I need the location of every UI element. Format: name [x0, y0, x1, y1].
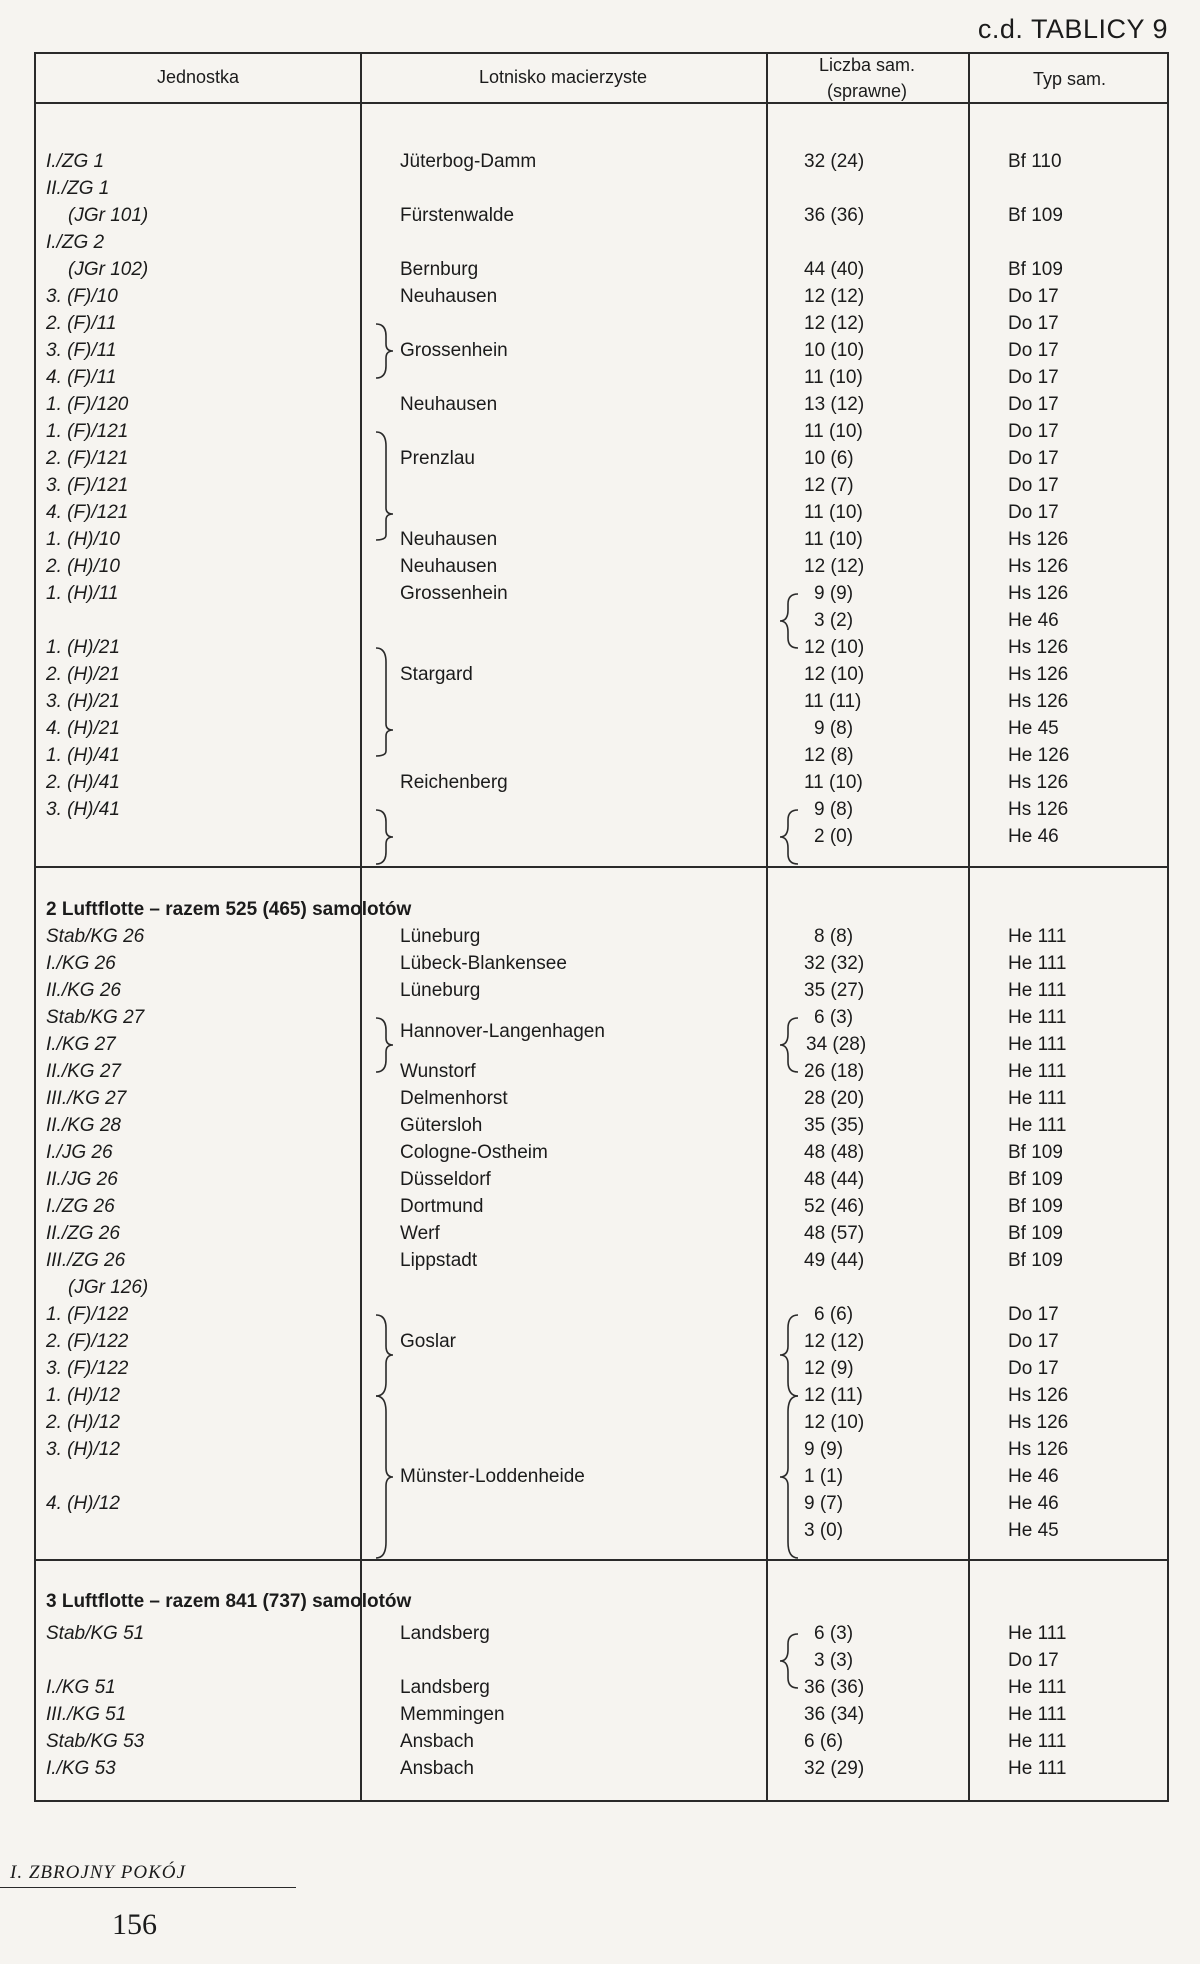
brace-left — [780, 1396, 798, 1558]
count-cell: 35 (27) — [804, 980, 865, 1001]
airfield-cell: Neuhausen — [400, 529, 498, 550]
type-cell: Bf 109 — [1008, 1250, 1063, 1271]
count-cell: 9 (8) — [814, 718, 854, 739]
airfield-cell: Münster-Loddenheide — [400, 1466, 585, 1487]
type-cell: Bf 109 — [1008, 1142, 1063, 1163]
brace-left — [780, 1018, 798, 1072]
count-cell: 32 (32) — [804, 953, 865, 974]
type-cell: He 111 — [1008, 980, 1067, 1001]
type-cell: Hs 126 — [1008, 556, 1069, 577]
airfield-cell: Grossenhein — [400, 583, 508, 604]
unit-cell: I./ZG 2 — [46, 232, 105, 253]
unit-cell: 4. (H)/21 — [46, 718, 120, 739]
type-cell: Do 17 — [1008, 340, 1059, 361]
count-cell: 12 (12) — [804, 556, 865, 577]
type-cell: Do 17 — [1008, 1358, 1059, 1379]
unit-cell: 3. (H)/41 — [46, 799, 120, 820]
count-cell: 35 (35) — [804, 1115, 865, 1136]
airfield-cell: Prenzlau — [400, 448, 475, 469]
airfield-cell: Ansbach — [400, 1758, 474, 1779]
header-type: Typ sam. — [1032, 69, 1107, 89]
type-cell: Do 17 — [1008, 448, 1059, 469]
type-cell: Hs 126 — [1008, 799, 1069, 820]
count-cell: 10 (6) — [804, 448, 854, 469]
count-cell: 12 (10) — [804, 1412, 865, 1433]
brace-right — [376, 810, 393, 864]
airfield-cell: Neuhausen — [400, 394, 498, 415]
unit-cell: 3. (H)/12 — [46, 1439, 120, 1460]
header-airfield: Lotnisko macierzyste — [478, 67, 648, 87]
type-cell: He 111 — [1008, 1007, 1067, 1028]
type-cell: Do 17 — [1008, 502, 1059, 523]
type-cell: He 45 — [1008, 1520, 1059, 1541]
airfield-cell: Neuhausen — [400, 556, 498, 577]
brace-left — [780, 1634, 798, 1688]
unit-cell: Stab/KG 27 — [46, 1007, 145, 1028]
unit-cell: I./KG 27 — [46, 1034, 116, 1055]
unit-cell: 1. (F)/120 — [46, 394, 129, 415]
unit-cell: 4. (H)/12 — [46, 1493, 120, 1514]
footer-chapter-title: I. ZBROJNY POKÓJ — [10, 1862, 186, 1883]
count-cell: 12 (9) — [804, 1358, 854, 1379]
count-cell: 6 (3) — [814, 1007, 854, 1028]
unit-cell: I./ZG 26 — [46, 1196, 115, 1217]
type-cell: He 111 — [1008, 1061, 1067, 1082]
count-cell: 2 (0) — [814, 826, 854, 847]
type-cell: Do 17 — [1008, 286, 1059, 307]
unit-cell: 1. (H)/21 — [46, 637, 120, 658]
count-cell: 3 (3) — [814, 1650, 854, 1671]
type-cell: Hs 126 — [1008, 583, 1069, 604]
airfield-cell: Bernburg — [400, 259, 479, 280]
airfield-cell: Reichenberg — [400, 772, 508, 793]
type-cell: Do 17 — [1008, 367, 1059, 388]
type-cell: Do 17 — [1008, 313, 1059, 334]
unit-cell: 4. (F)/121 — [46, 502, 129, 523]
airfield-cell: Grossenhein — [400, 340, 508, 361]
type-cell: Bf 109 — [1008, 1196, 1063, 1217]
type-cell: Hs 126 — [1008, 1412, 1069, 1433]
count-cell: 11 (10) — [804, 772, 863, 793]
count-cell: 12 (10) — [804, 637, 865, 658]
data-table — [34, 52, 1169, 1802]
type-cell: He 111 — [1008, 1115, 1067, 1136]
type-cell: He 45 — [1008, 718, 1059, 739]
type-cell: Do 17 — [1008, 421, 1059, 442]
count-cell: 12 (8) — [804, 745, 854, 766]
brace-left — [780, 1315, 798, 1396]
unit-cell: 2. (F)/122 — [46, 1331, 129, 1352]
unit-cell: 3. (F)/10 — [46, 286, 118, 307]
unit-cell: I./KG 26 — [46, 953, 116, 974]
unit-cell: II./JG 26 — [46, 1169, 118, 1190]
unit-cell: 1. (F)/122 — [46, 1304, 129, 1325]
unit-cell: Stab/KG 51 — [46, 1623, 145, 1644]
unit-cell: 2. (F)/11 — [46, 313, 117, 334]
type-cell: He 111 — [1008, 1677, 1067, 1698]
airfield-cell: Lippstadt — [400, 1250, 478, 1271]
count-cell: 12 (11) — [804, 1385, 863, 1406]
section-heading: 2 Luftflotte – razem 525 (465) samolotów — [46, 899, 412, 920]
type-cell: Hs 126 — [1008, 1439, 1069, 1460]
count-cell: 9 (9) — [814, 583, 854, 604]
count-cell: 9 (9) — [804, 1439, 844, 1460]
unit-cell: II./ZG 26 — [46, 1223, 120, 1244]
unit-cell: Stab/KG 53 — [46, 1731, 145, 1752]
count-cell: 48 (48) — [804, 1142, 865, 1163]
count-cell: 12 (7) — [804, 475, 854, 496]
count-cell: 9 (8) — [814, 799, 854, 820]
count-cell: 11 (10) — [804, 421, 863, 442]
count-cell: 13 (12) — [804, 394, 865, 415]
count-cell: 32 (24) — [804, 151, 865, 172]
airfield-cell: Gütersloh — [400, 1115, 483, 1136]
unit-cell: 1. (F)/121 — [46, 421, 129, 442]
unit-cell: II./KG 28 — [46, 1115, 121, 1136]
unit-cell: 2. (H)/41 — [46, 772, 120, 793]
type-cell: Bf 109 — [1008, 205, 1063, 226]
airfield-cell: Dortmund — [400, 1196, 484, 1217]
brace-left — [780, 594, 798, 648]
airfield-cell: Delmenhorst — [400, 1088, 508, 1109]
unit-cell: Stab/KG 26 — [46, 926, 145, 947]
unit-cell: 1. (H)/10 — [46, 529, 120, 550]
type-cell: Bf 110 — [1008, 151, 1062, 172]
airfield-cell: Landsberg — [400, 1677, 490, 1698]
unit-cell: 1. (H)/41 — [46, 745, 120, 766]
brace-right — [376, 1315, 393, 1396]
unit-cell: 2. (F)/121 — [46, 448, 129, 469]
unit-cell: 3. (F)/11 — [46, 340, 117, 361]
unit-cell: III./ZG 26 — [46, 1250, 126, 1271]
count-cell: 12 (12) — [804, 313, 865, 334]
brace-right — [376, 648, 393, 756]
type-cell: Do 17 — [1008, 1650, 1059, 1671]
count-cell: 48 (57) — [804, 1223, 865, 1244]
brace-left — [780, 810, 798, 864]
type-cell: He 111 — [1008, 1758, 1067, 1779]
section-heading: 3 Luftflotte – razem 841 (737) samolotów — [46, 1591, 412, 1612]
airfield-cell: Jüterbog-Damm — [400, 151, 537, 172]
unit-cell: I./KG 53 — [46, 1758, 116, 1779]
count-cell: 36 (36) — [804, 205, 865, 226]
count-cell: 26 (18) — [804, 1061, 865, 1082]
count-cell: 10 (10) — [804, 340, 865, 361]
airfield-cell: Lüneburg — [400, 980, 481, 1001]
unit-cell: (JGr 102) — [68, 259, 149, 280]
type-cell: He 46 — [1008, 826, 1059, 847]
type-cell: Hs 126 — [1008, 637, 1069, 658]
type-cell: Bf 109 — [1008, 1223, 1063, 1244]
count-cell: 1 (1) — [804, 1466, 844, 1487]
type-cell: He 111 — [1008, 953, 1067, 974]
airfield-cell: Landsberg — [400, 1623, 490, 1644]
unit-cell: 2. (H)/10 — [46, 556, 120, 577]
unit-cell: III./KG 27 — [46, 1088, 127, 1109]
count-cell: 11 (10) — [804, 502, 863, 523]
count-cell: 6 (3) — [814, 1623, 854, 1644]
airfield-cell: Cologne-Ostheim — [400, 1142, 548, 1163]
brace-right — [376, 1396, 393, 1558]
airfield-cell: Wunstorf — [400, 1061, 476, 1082]
unit-cell: I./ZG 1 — [46, 151, 105, 172]
unit-cell: I./KG 51 — [46, 1677, 116, 1698]
header-unit: Jednostka — [156, 67, 240, 87]
type-cell: Bf 109 — [1008, 1169, 1063, 1190]
type-cell: Do 17 — [1008, 475, 1059, 496]
brace-right — [376, 1018, 393, 1072]
count-cell: 49 (44) — [804, 1250, 865, 1271]
count-cell: 8 (8) — [814, 926, 854, 947]
unit-cell: III./KG 51 — [46, 1704, 127, 1725]
count-cell: 28 (20) — [804, 1088, 865, 1109]
page-number: 156 — [112, 1908, 157, 1941]
brace-layer — [36, 54, 1167, 1800]
count-cell: 9 (7) — [804, 1493, 844, 1514]
airfield-cell: Fürstenwalde — [400, 205, 515, 226]
type-cell: He 111 — [1008, 1088, 1067, 1109]
count-cell: 48 (44) — [804, 1169, 865, 1190]
airfield-cell: Memmingen — [400, 1704, 505, 1725]
count-cell: 12 (12) — [804, 1331, 865, 1352]
header-count-line1: Liczba sam. — [818, 55, 916, 75]
unit-cell: 1. (H)/11 — [46, 583, 119, 604]
footer-rule — [0, 1887, 296, 1888]
type-cell: He 111 — [1008, 1731, 1067, 1752]
type-cell: Do 17 — [1008, 1304, 1059, 1325]
unit-cell: I./JG 26 — [46, 1142, 113, 1163]
type-cell: Do 17 — [1008, 1331, 1059, 1352]
unit-cell: 3. (F)/121 — [46, 475, 129, 496]
type-cell: He 111 — [1008, 1034, 1067, 1055]
unit-cell: (JGr 101) — [68, 205, 149, 226]
unit-cell: II./ZG 1 — [46, 178, 110, 199]
type-cell: Hs 126 — [1008, 691, 1069, 712]
unit-cell: (JGr 126) — [68, 1277, 149, 1298]
airfield-cell: Werf — [400, 1223, 440, 1244]
airfield-cell: Lübeck-Blankensee — [400, 953, 567, 974]
type-cell: He 46 — [1008, 610, 1059, 631]
unit-cell: II./KG 26 — [46, 980, 121, 1001]
type-cell: He 46 — [1008, 1466, 1059, 1487]
type-cell: Hs 126 — [1008, 664, 1069, 685]
airfield-cell: Stargard — [400, 664, 473, 685]
brace-right — [376, 324, 393, 378]
airfield-cell: Ansbach — [400, 1731, 474, 1752]
airfield-cell: Lüneburg — [400, 926, 481, 947]
brace-right — [376, 432, 393, 540]
count-cell: 11 (11) — [804, 691, 862, 712]
unit-cell: 1. (H)/12 — [46, 1385, 120, 1406]
type-cell: He 111 — [1008, 926, 1067, 947]
count-cell: 11 (10) — [804, 367, 863, 388]
count-cell: 3 (0) — [804, 1520, 844, 1541]
type-cell: He 126 — [1008, 745, 1070, 766]
airfield-cell: Hannover-Langenhagen — [400, 1021, 605, 1042]
unit-cell: 4. (F)/11 — [46, 367, 117, 388]
count-cell: 34 (28) — [806, 1034, 867, 1055]
table-caption: c.d. TABLICY 9 — [977, 14, 1168, 44]
header-count-line2: (sprawne) — [826, 81, 908, 101]
type-cell: Bf 109 — [1008, 259, 1063, 280]
count-cell: 6 (6) — [804, 1731, 844, 1752]
count-cell: 36 (34) — [804, 1704, 865, 1725]
unit-cell: 3. (H)/21 — [46, 691, 120, 712]
count-cell: 11 (10) — [804, 529, 863, 550]
type-cell: Hs 126 — [1008, 529, 1069, 550]
type-cell: He 46 — [1008, 1493, 1059, 1514]
count-cell: 44 (40) — [804, 259, 865, 280]
type-cell: He 111 — [1008, 1704, 1067, 1725]
unit-cell: 3. (F)/122 — [46, 1358, 129, 1379]
type-cell: Hs 126 — [1008, 1385, 1069, 1406]
airfield-cell: Düsseldorf — [400, 1169, 491, 1190]
airfield-cell: Neuhausen — [400, 286, 498, 307]
count-cell: 36 (36) — [804, 1677, 865, 1698]
unit-cell: II./KG 27 — [46, 1061, 121, 1082]
count-cell: 6 (6) — [814, 1304, 854, 1325]
count-cell: 12 (12) — [804, 286, 865, 307]
count-cell: 12 (10) — [804, 664, 865, 685]
type-cell: Hs 126 — [1008, 772, 1069, 793]
type-cell: He 111 — [1008, 1623, 1067, 1644]
unit-cell: 2. (H)/12 — [46, 1412, 120, 1433]
count-cell: 32 (29) — [804, 1758, 865, 1779]
count-cell: 52 (46) — [804, 1196, 865, 1217]
type-cell: Do 17 — [1008, 394, 1059, 415]
unit-cell: 2. (H)/21 — [46, 664, 120, 685]
airfield-cell: Goslar — [400, 1331, 456, 1352]
count-cell: 3 (2) — [814, 610, 854, 631]
